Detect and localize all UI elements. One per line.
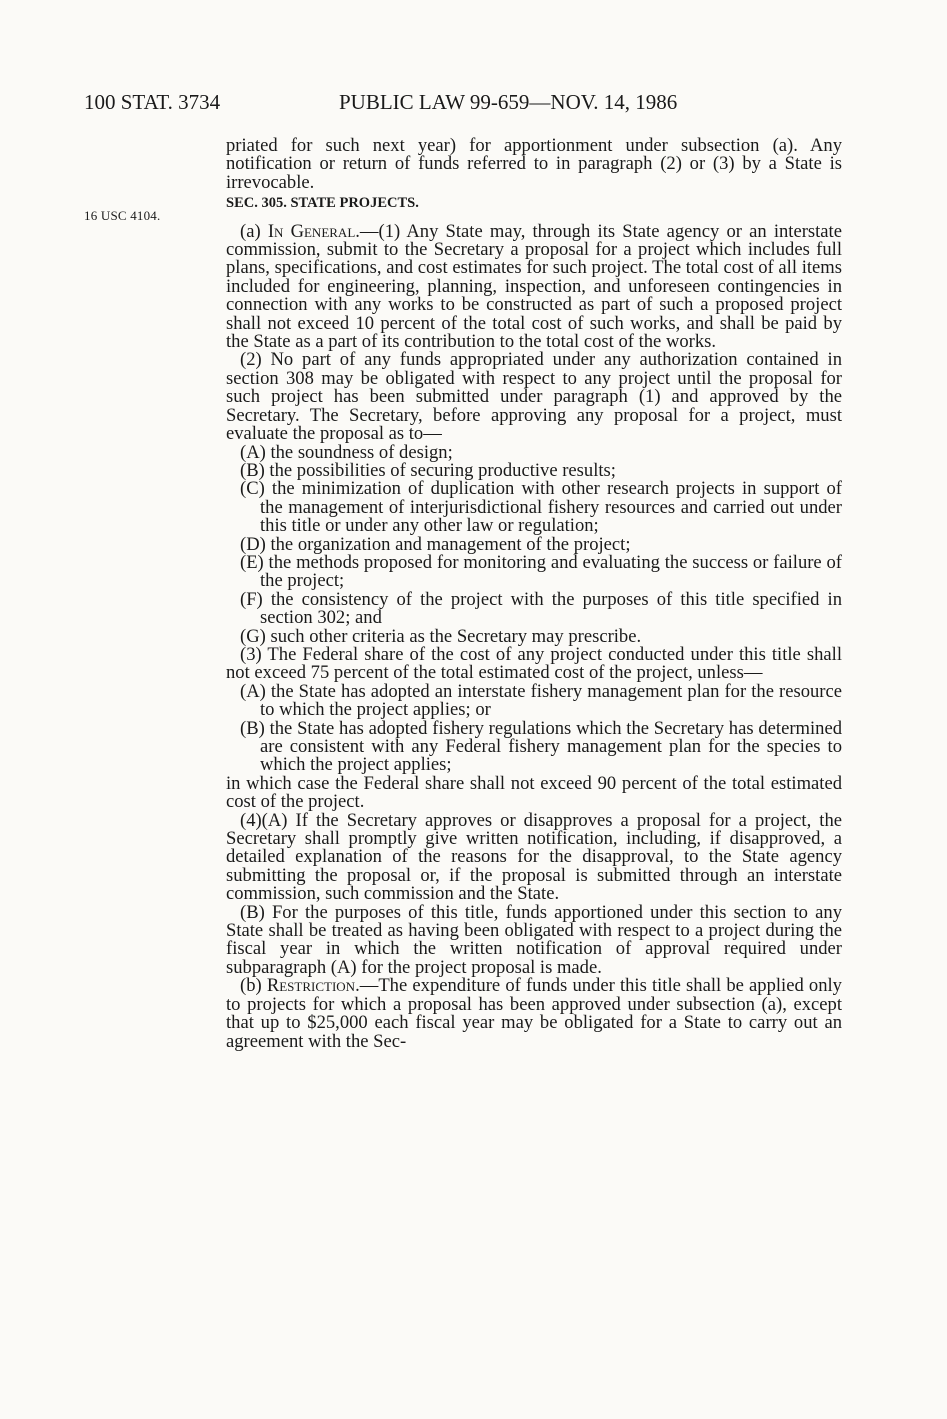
subsection-b-text: —The expenditure of funds under this title shall be applied only to projects for which a proposal has been approved under subsection (a), except that up to $25,000 each fiscal year may be obligated for a State to carry out an agreement with the Sec-: [226, 975, 842, 1052]
stat-citation: 100 STAT. 3734: [84, 90, 221, 114]
subsection-a-heading: In General: [267, 220, 356, 242]
clause-G: (G) such other criteria as the Secretary may prescribe.: [240, 625, 642, 647]
paragraph-4A: (4)(A) If the Secretary approves or disapproves a proposal for a project, the Secretary shall promptly give written notification, including, if disapproved, a detailed explanation of the reasons for the disapproval, to the State agency submitting the proposal or, if the proposal is submitted through an interstate commission, such commission and the State.: [226, 809, 842, 905]
clause-C: (C) the minimization of duplication with other research projects in support of the management of interjurisdictional fishery resources and carried out under this title or under any other law or regulation;: [240, 478, 842, 537]
public-law-title: PUBLIC LAW 99-659—NOV. 14, 1986: [339, 90, 678, 114]
clause-A: (A) the soundness of design;: [240, 441, 453, 463]
paragraph-3-tail: in which case the Federal share shall not exceed 90 percent of the total estimated cost of the project.: [226, 772, 842, 813]
subsection-b-heading: Restriction: [266, 975, 356, 997]
subsection-a-text: —(1) Any State may, through its State agency or an interstate commission, submit to the Secretary a proposal for a project which includes full plans, specifications, and cost estimates for such project. The total cost of all items included for engineering, planning, inspection, and unforeseen contingencies in connection with any works to be constructed as part of such a proposed project shall not exceed 10 percent of the total cost of such works, and shall be paid by the State as a part of its contribution to the total cost of the works.: [226, 220, 842, 353]
subsection-a-paragraph-1: (a) In General.—(1) Any State may, through its State agency or an interstate commission, submit to the Secretary a proposal for a project which includes full plans, specifications, and cost estimates for such project. The total cost of all items included for engineering, planning, inspection, and unforeseen contingencies in connection with any works to be constructed as part of such a proposed project shall not exceed 10 percent of the total cost of such works, and shall be paid by the State as a part of its contribution to the total cost of the works.: [226, 220, 842, 353]
paragraph-2: (2) No part of any funds appropriated under any authorization contained in section 308 may be obligated with respect to any project until the proposal for such project has been submitted under paragraph (1) and approved by the Secretary. The Secretary, before approving any proposal for a project, must evaluate the proposal as to—: [226, 349, 842, 445]
clause-F: (F) the consistency of the project with the purposes of this title specified in section 302; and: [240, 588, 842, 629]
section-heading: SEC. 305. STATE PROJECTS.: [226, 195, 419, 212]
clause-3A: (A) the State has adopted an interstate fishery management plan for the resource to which the project applies; or: [240, 680, 842, 721]
clause-B: (B) the possibilities of securing productive results;: [240, 459, 616, 481]
clause-D: (D) the organization and management of the project;: [240, 533, 631, 555]
paragraph-4B: (B) For the purposes of this title, funds apportioned under this section to any State shall be treated as having been obligated with respect to a project during the fiscal year in which the written notification of approval required under subparagraph (A) for the project proposal is made.: [226, 901, 842, 978]
subsection-b-paragraph: (b) Restriction.—The expenditure of funds under this title shall be applied only to projects for which a proposal has been approved under subsection (a), except that up to $25,000 each fiscal year may be obligated for a State to carry out an agreement with the Sec-: [226, 975, 842, 1052]
continuation-paragraph: priated for such next year) for apportionment under subsection (a). Any notification or return of funds referred to in paragraph (2) or (3) by a State is irrevocable.: [226, 135, 842, 193]
clause-E: (E) the methods proposed for monitoring and evaluating the success or failure of the project;: [240, 551, 842, 592]
clause-3B: (B) the State has adopted fishery regulations which the Secretary has determined are consistent with any Federal fishery management plan for the species to which the project applies;: [240, 717, 842, 776]
usc-margin-note: 16 USC 4104.: [84, 208, 161, 223]
statute-body: [226, 137, 842, 1051]
paragraph-3: (3) The Federal share of the cost of any project conducted under this title shall not exceed 75 percent of the total estimated cost of the project, unless—: [226, 643, 842, 684]
